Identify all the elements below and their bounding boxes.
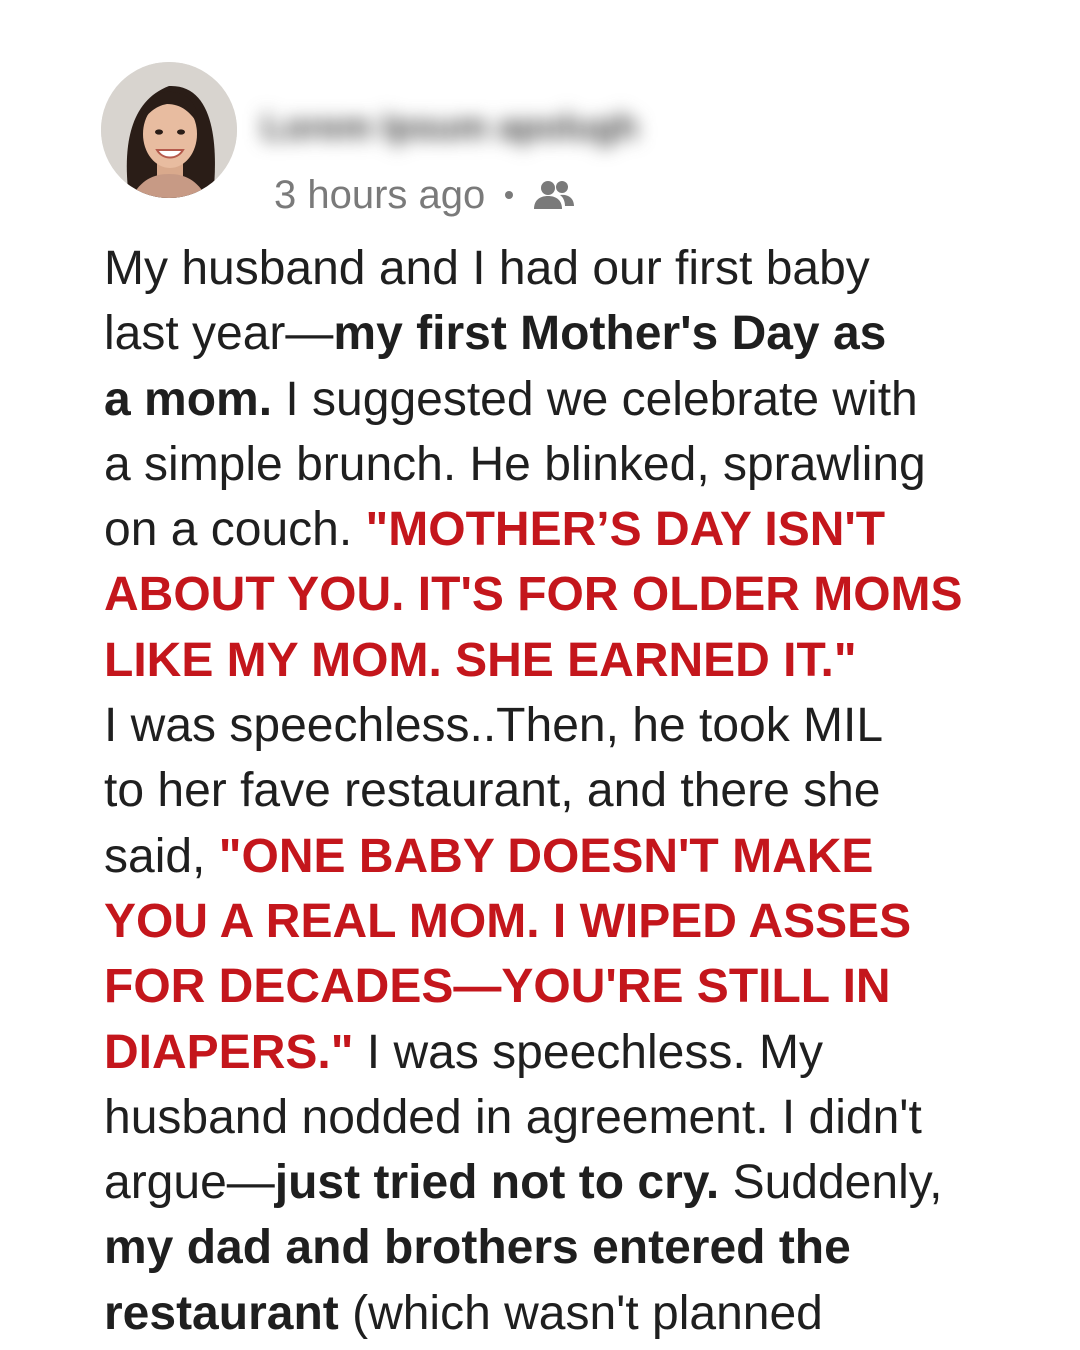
body-text-segment: I was speechless. My xyxy=(353,1025,823,1079)
body-line xyxy=(104,367,1004,432)
profile-photo-icon xyxy=(101,62,237,198)
timestamp[interactable]: 3 hours ago xyxy=(274,172,486,217)
body-text-segment: husband nodded in agreement. I didn't xyxy=(104,1090,922,1144)
bold-text: my dad and brothers entered the xyxy=(104,1221,851,1275)
bold-text: my first Mother's Day as xyxy=(333,307,887,361)
body-text-segment: a simple brunch. He blinked, sprawling xyxy=(104,437,926,491)
body-line xyxy=(104,954,1004,1019)
highlighted-quote: DIAPERS." xyxy=(104,1025,354,1079)
highlighted-quote: "ONE BABY DOESN'T MAKE xyxy=(218,829,874,883)
highlighted-quote: LIKE MY MOM. SHE EARNED IT." xyxy=(104,633,857,687)
body-text-segment: (which wasn't planned xyxy=(338,1286,823,1340)
highlighted-quote: ABOUT YOU. IT'S FOR OLDER MOMS xyxy=(104,568,963,622)
body-line xyxy=(104,693,1004,758)
body-text-segment: on a couch. xyxy=(104,503,366,557)
post-meta xyxy=(274,172,577,218)
body-line xyxy=(104,562,1004,627)
bold-text: just tried not to cry. xyxy=(274,1156,720,1210)
avatar[interactable] xyxy=(101,62,237,198)
body-text-segment: I suggested we celebrate with xyxy=(272,372,918,426)
body-line xyxy=(104,758,1004,823)
body-line xyxy=(104,1020,1004,1085)
body-line xyxy=(104,301,1004,366)
body-text-segment: last year— xyxy=(104,307,334,361)
friends-icon[interactable] xyxy=(531,175,577,215)
body-line xyxy=(104,432,1004,497)
body-line xyxy=(104,824,1004,889)
body-text-segment: I was speechless..Then, he took MIL xyxy=(104,699,884,753)
body-line xyxy=(104,236,1004,301)
body-line xyxy=(104,1150,1004,1215)
body-text-segment: to her fave restaurant, and there she xyxy=(104,764,881,818)
body-line xyxy=(104,1085,1004,1150)
body-line xyxy=(104,1215,1004,1280)
dot-separator-icon xyxy=(505,191,513,199)
body-line xyxy=(104,889,1004,954)
bold-text: restaurant xyxy=(104,1286,339,1340)
body-text-segment: My husband and I had our first baby xyxy=(104,242,870,295)
bold-text: a mom. xyxy=(104,372,273,426)
highlighted-quote: FOR DECADES—YOU'RE STILL IN xyxy=(104,960,891,1014)
author-name[interactable]: Lorem Ipsum apolugh xyxy=(262,106,639,147)
body-text-segment: argue— xyxy=(104,1156,275,1210)
body-text-segment: said, xyxy=(104,829,219,883)
body-line xyxy=(104,628,1004,693)
body-line xyxy=(104,1281,1004,1346)
highlighted-quote: YOU A REAL MOM. I WIPED ASSES xyxy=(104,894,912,948)
body-line xyxy=(104,497,1004,562)
post-body xyxy=(104,236,1004,1346)
highlighted-quote: "MOTHER’S DAY ISN'T xyxy=(365,503,886,557)
body-text-segment: Suddenly, xyxy=(719,1156,943,1210)
